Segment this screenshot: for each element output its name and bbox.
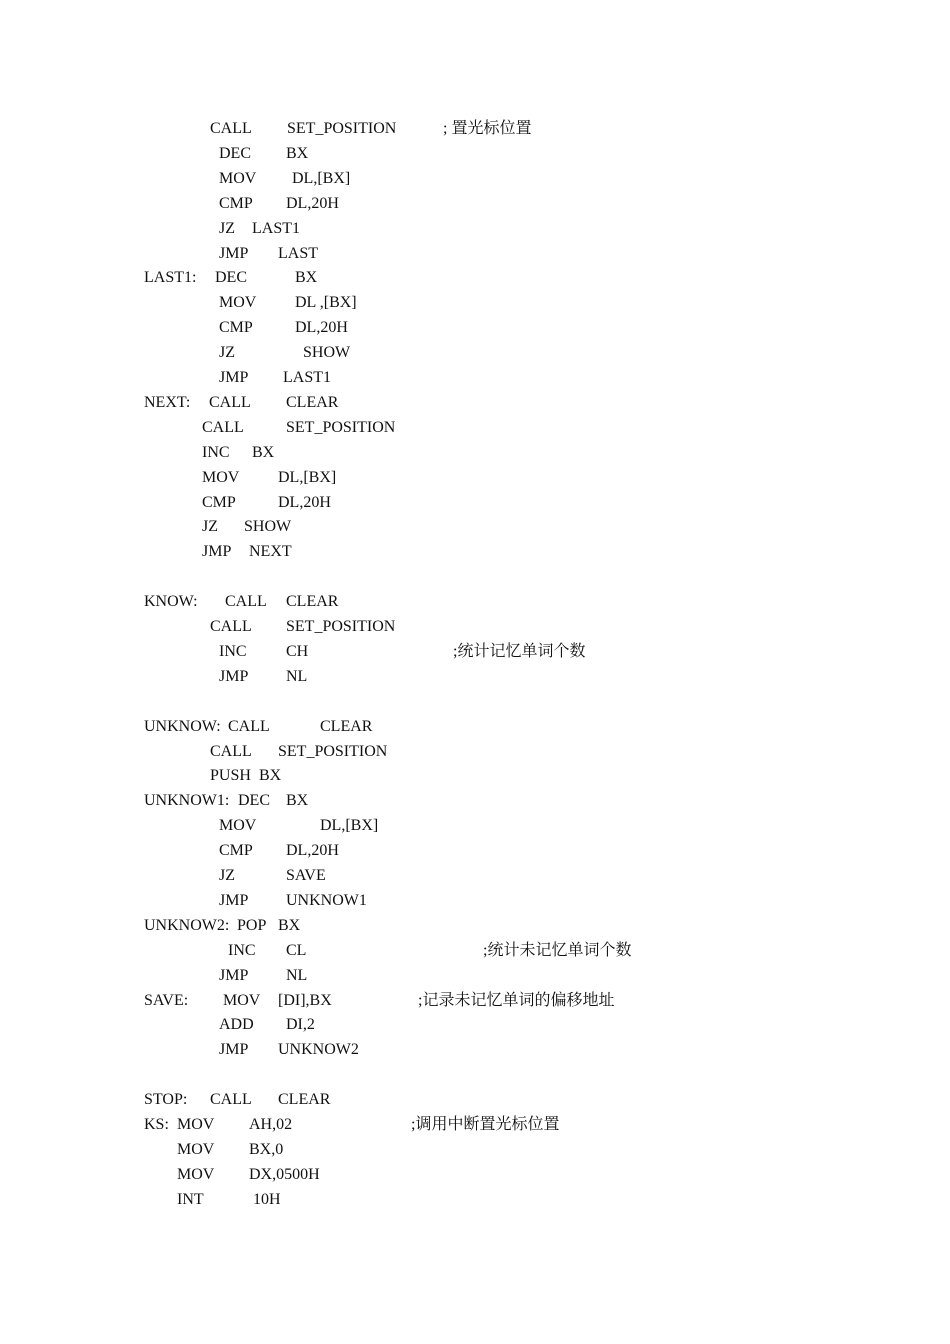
code-line <box>0 440 950 465</box>
code-line <box>0 888 950 913</box>
code-opcode: INC <box>219 642 247 660</box>
code-line <box>0 216 950 241</box>
code-line <box>0 1012 950 1037</box>
code-line <box>0 539 950 564</box>
code-line <box>0 490 950 515</box>
code-operands: SAVE <box>286 867 326 884</box>
code-operands: LAST <box>278 244 318 262</box>
code-line <box>0 415 950 440</box>
code-operands: DL,[BX] <box>278 468 337 486</box>
code-operands: BX <box>259 767 282 785</box>
code-operands: SHOW <box>303 344 351 362</box>
code-line <box>0 639 950 664</box>
code-operands: DL,20H <box>286 842 339 860</box>
code-opcode: INC <box>228 941 256 959</box>
code-opcode: JMP <box>219 369 249 386</box>
code-line <box>0 963 950 988</box>
code-operands: CLEAR <box>320 717 373 735</box>
code-operands: BX <box>286 144 309 162</box>
code-opcode: DEC <box>215 269 247 287</box>
code-opcode: CALL <box>210 618 252 635</box>
code-opcode: CALL <box>210 120 252 137</box>
code-opcode: MOV <box>219 169 257 187</box>
code-line <box>0 813 950 838</box>
code-opcode: CALL <box>202 418 244 436</box>
code-operands: BX <box>295 269 318 287</box>
code-line <box>0 315 950 340</box>
code-line <box>0 863 950 888</box>
code-line <box>0 1162 950 1187</box>
code-label: KNOW: <box>144 593 198 611</box>
code-opcode: CALL <box>209 393 251 411</box>
code-line <box>0 241 950 266</box>
code-line <box>0 714 950 739</box>
code-operands: SET_POSITION <box>278 742 388 760</box>
code-line <box>0 1062 950 1087</box>
code-operands: CLEAR <box>286 593 339 611</box>
code-operands: DL ,[BX] <box>295 294 357 312</box>
code-operands: DL,20H <box>278 493 331 511</box>
code-opcode: MOV <box>202 468 240 486</box>
code-operands: LAST1 <box>283 369 331 386</box>
code-line <box>0 614 950 639</box>
code-operands: DI,2 <box>286 1016 315 1034</box>
code-line <box>0 290 950 315</box>
code-comment: ;统计未记忆单词个数 <box>483 941 632 959</box>
code-opcode: JZ <box>219 344 235 362</box>
code-opcode: ADD <box>219 1016 254 1034</box>
code-operands: BX <box>278 916 301 934</box>
code-operands: 10H <box>253 1190 281 1208</box>
code-line <box>0 1187 950 1212</box>
code-opcode: CALL <box>210 1091 252 1109</box>
code-operands: NL <box>286 966 308 984</box>
code-opcode: CMP <box>202 493 236 511</box>
code-opcode: MOV <box>223 991 261 1009</box>
code-opcode: MOV <box>177 1140 215 1158</box>
code-opcode: JMP <box>219 667 249 685</box>
code-operands: UNKNOW1 <box>286 891 367 909</box>
code-opcode: CALL <box>225 593 267 611</box>
code-operands: BX <box>252 443 275 461</box>
code-operands: [DI],BX <box>278 991 332 1009</box>
code-opcode: MOV <box>177 1165 215 1183</box>
code-opcode: JMP <box>219 891 249 909</box>
code-opcode: JZ <box>202 518 218 536</box>
code-operands: DX,0500H <box>249 1165 320 1183</box>
code-label: UNKNOW1: <box>144 792 230 810</box>
code-opcode: INC <box>202 443 230 461</box>
code-opcode: JMP <box>219 244 249 262</box>
code-label: STOP: <box>144 1091 188 1109</box>
code-line <box>0 564 950 589</box>
code-label: KS: <box>144 1116 169 1133</box>
code-operands: DL,20H <box>286 194 339 212</box>
code-operands: SHOW <box>244 518 292 536</box>
code-opcode: PUSH <box>210 767 251 785</box>
code-opcode: JZ <box>219 867 235 884</box>
code-line <box>0 739 950 764</box>
code-opcode: DEC <box>219 144 251 162</box>
code-operands: LAST1 <box>252 219 300 237</box>
code-comment: ; 置光标位置 <box>443 120 532 137</box>
code-operands: CL <box>286 941 307 959</box>
code-opcode: CALL <box>228 717 270 735</box>
code-line <box>0 141 950 166</box>
code-operands: AH,02 <box>249 1116 293 1133</box>
code-line <box>0 988 950 1013</box>
code-label: UNKNOW: <box>144 717 221 735</box>
code-label: LAST1: <box>144 269 197 287</box>
code-line <box>0 589 950 614</box>
code-line <box>0 1037 950 1062</box>
code-opcode: CMP <box>219 319 253 337</box>
code-operands: CH <box>286 642 309 660</box>
code-operands: DL,[BX] <box>292 169 351 187</box>
code-operands: UNKNOW2 <box>278 1041 359 1059</box>
code-operands: SET_POSITION <box>286 418 396 436</box>
code-opcode: POP <box>237 916 267 934</box>
code-line <box>0 191 950 216</box>
code-operands: SET_POSITION <box>287 120 397 137</box>
code-opcode: INT <box>177 1190 204 1208</box>
code-line <box>0 763 950 788</box>
code-opcode: JMP <box>202 543 232 561</box>
code-line <box>0 838 950 863</box>
code-line <box>0 689 950 714</box>
code-line <box>0 265 950 290</box>
code-operands: CLEAR <box>286 393 339 411</box>
code-operands: NEXT <box>249 543 292 561</box>
code-line <box>0 664 950 689</box>
code-operands: BX,0 <box>249 1140 284 1158</box>
code-operands: DL,20H <box>295 319 348 337</box>
code-comment: ;统计记忆单词个数 <box>453 642 586 660</box>
code-opcode: CMP <box>219 194 253 212</box>
code-line <box>0 514 950 539</box>
code-opcode: CMP <box>219 842 253 860</box>
code-operands: SET_POSITION <box>286 618 396 635</box>
code-operands: CLEAR <box>278 1091 331 1109</box>
code-line <box>0 938 950 963</box>
code-line <box>0 913 950 938</box>
code-label: SAVE: <box>144 991 189 1009</box>
code-line <box>0 340 950 365</box>
code-line <box>0 116 950 141</box>
code-line <box>0 1112 950 1137</box>
code-comment: ;调用中断置光标位置 <box>411 1116 560 1133</box>
code-opcode: JZ <box>219 219 235 237</box>
code-operands: BX <box>286 792 309 810</box>
code-line <box>0 1087 950 1112</box>
code-line <box>0 166 950 191</box>
code-line <box>0 365 950 390</box>
code-opcode: MOV <box>219 294 257 312</box>
code-line <box>0 465 950 490</box>
code-comment: ;记录未记忆单词的偏移地址 <box>418 991 615 1009</box>
code-opcode: JMP <box>219 966 249 984</box>
code-opcode: DEC <box>238 792 270 810</box>
code-operands: DL,[BX] <box>320 817 379 835</box>
code-line <box>0 390 950 415</box>
code-label: NEXT: <box>144 393 191 411</box>
code-operands: NL <box>286 667 308 685</box>
code-opcode: CALL <box>210 742 252 760</box>
code-label: UNKNOW2: <box>144 916 230 934</box>
code-line <box>0 1137 950 1162</box>
code-line <box>0 788 950 813</box>
code-opcode: MOV <box>177 1116 215 1133</box>
code-opcode: JMP <box>219 1041 249 1059</box>
code-opcode: MOV <box>219 817 257 835</box>
